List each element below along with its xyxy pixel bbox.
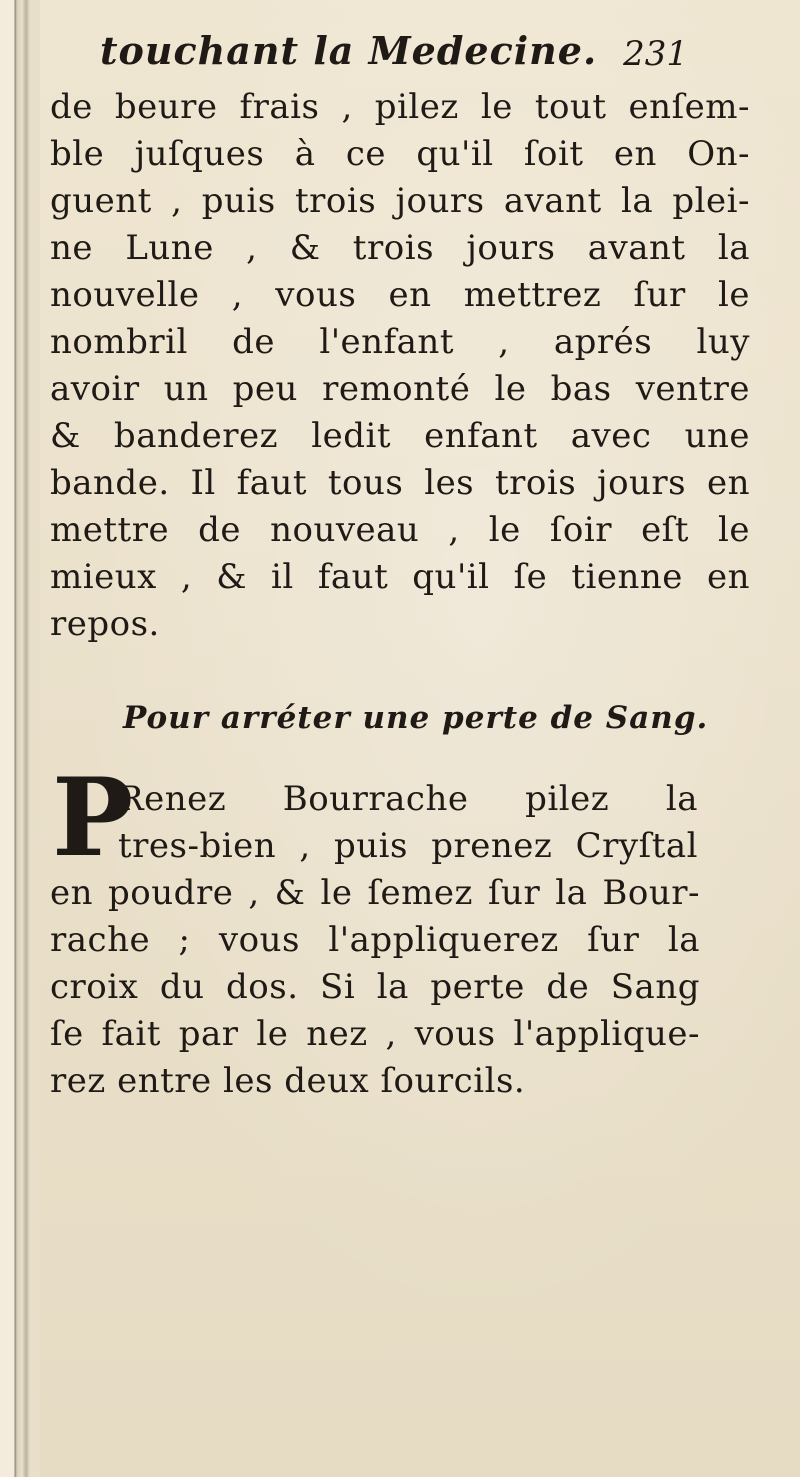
text-line: guent , puis trois jours avant la plei- xyxy=(50,181,750,221)
text-line: nombril de l'enfant , aprés luy xyxy=(50,322,750,362)
section-title: Pour arréter une perte de Sang. xyxy=(123,700,709,736)
text-line: avoir un peu remonté le bas ventre xyxy=(50,369,750,409)
binding-gutter xyxy=(0,0,40,1477)
text-line: en poudre , & le ſemez ſur la Bour- xyxy=(50,873,700,913)
running-head: touchant la Medecine. xyxy=(100,28,598,73)
text-line: mieux , & il faut qu'il ſe tienne en xyxy=(50,557,750,597)
paragraph-remedy-body xyxy=(50,870,700,1105)
paragraph-remedy-continued xyxy=(50,84,750,648)
page-number: 231 xyxy=(623,34,688,74)
text-line: & banderez ledit enfant avec une xyxy=(50,416,750,456)
text-line: ble juſques à ce qu'il ſoit en On- xyxy=(50,134,750,174)
text-line: rez entre les deux ſourcils. xyxy=(50,1061,526,1101)
text-line: bande. Il faut tous les trois jours en xyxy=(50,463,750,503)
text-line: ne Lune , & trois jours avant la xyxy=(50,228,750,268)
text-line: Renez Bourrache pilez la xyxy=(118,779,698,819)
text-line: nouvelle , vous en mettrez ſur le xyxy=(50,275,750,315)
paragraph-remedy-first-lines xyxy=(118,776,698,870)
text-line: repos. xyxy=(50,604,160,644)
text-line: de beure frais , pilez le tout enſem- xyxy=(50,87,750,127)
text-line: rache ; vous l'appliquerez ſur la xyxy=(50,920,700,960)
drop-cap: P xyxy=(52,755,134,881)
page-header xyxy=(100,20,700,80)
text-line: tres-bien , puis prenez Cryſtal xyxy=(118,826,698,866)
text-line: mettre de nouveau , le ſoir eſt le xyxy=(50,510,750,550)
text-line: ſe fait par le nez , vous l'applique- xyxy=(50,1014,700,1054)
text-line: croix du dos. Si la perte de Sang xyxy=(50,967,700,1007)
